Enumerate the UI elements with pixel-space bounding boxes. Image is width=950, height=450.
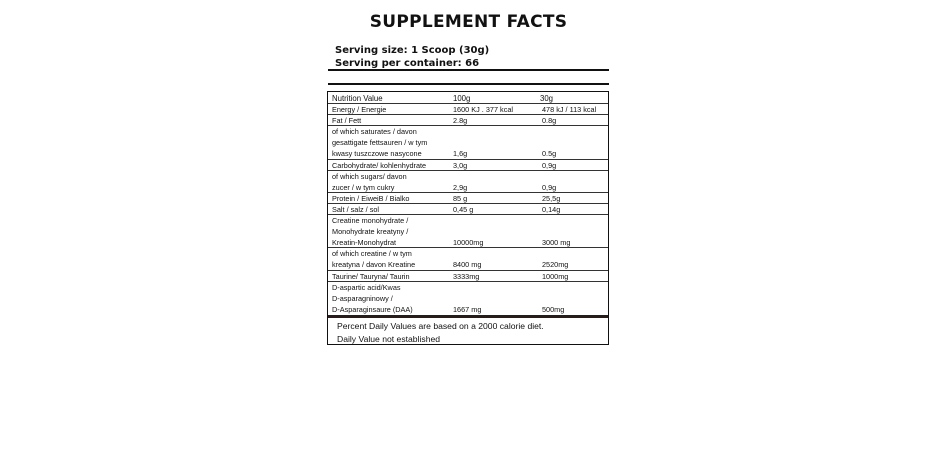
value-30g: 0.8g [542,116,557,126]
table-row [328,192,608,203]
footnote-line-2: Daily Value not established [337,334,441,344]
row-label: D-aspartic acid/Kwas [332,282,401,292]
nutrition-table [327,91,609,345]
row-label: kwasy tuszczowe nasycone [332,149,422,159]
header-col-30g: 30g [540,94,554,103]
table-row [328,203,608,214]
value-100g: 1667 mg [453,304,482,314]
thick-separator [328,315,608,318]
row-label: D-Asparaginsaure (DAA) [332,304,413,314]
value-30g: 0,14g [542,205,561,214]
row-label: Kreatin-Monohydrat [332,238,397,248]
row-label: Creatine monohydrate / [332,216,409,226]
value-100g: 1600 KJ . 377 kcal [453,105,514,115]
value-30g: 0,9g [542,160,557,170]
table-row [328,270,608,281]
row-label: D-asparagninowy / [332,293,393,303]
value-100g: 3333mg [453,271,480,281]
row-label: of which creatine / w tym [332,249,412,259]
value-100g: 8400 mg [453,260,482,270]
table-row [328,159,608,170]
serving-size: Serving size: 1 Scoop (30g) [335,45,490,56]
value-100g: 10000mg [453,238,484,248]
value-30g: 2520mg [542,260,569,270]
value-100g: 3,0g [453,160,468,170]
table-row [328,281,608,314]
value-100g: 1,6g [453,149,468,159]
value-30g: 0.5g [542,149,557,159]
table-header-row [328,92,608,103]
header-name: Nutrition Value [332,94,383,103]
servings-per-container: Serving per container: 66 [335,58,480,69]
value-30g: 1000mg [542,271,569,281]
table-row [328,103,608,114]
row-label: Energy / Energie [332,105,387,115]
table-row [328,214,608,247]
table-row [328,114,608,125]
footnote-line-1: Percent Daily Values are based on a 2000 calorie diet. [337,321,544,331]
value-30g: 478 kJ / 113 kcal [542,105,597,115]
value-30g: 0,9g [542,182,557,192]
row-label: Taurine/ Tauryna/ Taurin [332,271,410,281]
value-30g: 500mg [542,304,565,314]
table-row [328,247,608,269]
row-label: Salt / salz / sol [332,205,380,214]
value-30g: 3000 mg [542,238,571,248]
table-row [328,170,608,192]
header-col-100g: 100g [453,94,471,103]
divider-top [328,69,609,71]
row-label: kreatyna / davon Kreatine [332,260,416,270]
value-100g: 85 g [453,193,468,203]
row-label: gesattigate fettsauren / w tym [332,138,428,148]
page-title: SUPPLEMENT FACTS [369,12,568,32]
row-label: Carbohydrate/ kohlenhydrate [332,160,427,170]
row-label: of which saturates / davon [332,127,417,137]
row-label: Fat / Fett [332,116,362,126]
value-100g: 0,45 g [453,205,474,214]
value-100g: 2,9g [453,182,468,192]
row-label: Protein / EiweiB / Bialko [332,193,410,203]
divider-bottom [328,83,609,85]
row-label: of which sugars/ davon [332,171,407,181]
value-30g: 25,5g [542,193,561,203]
row-label: Monohydrate kreatyny / [332,227,409,237]
row-label: zucer / w tym cukry [332,182,395,192]
table-row [328,125,608,158]
value-100g: 2.8g [453,116,468,126]
